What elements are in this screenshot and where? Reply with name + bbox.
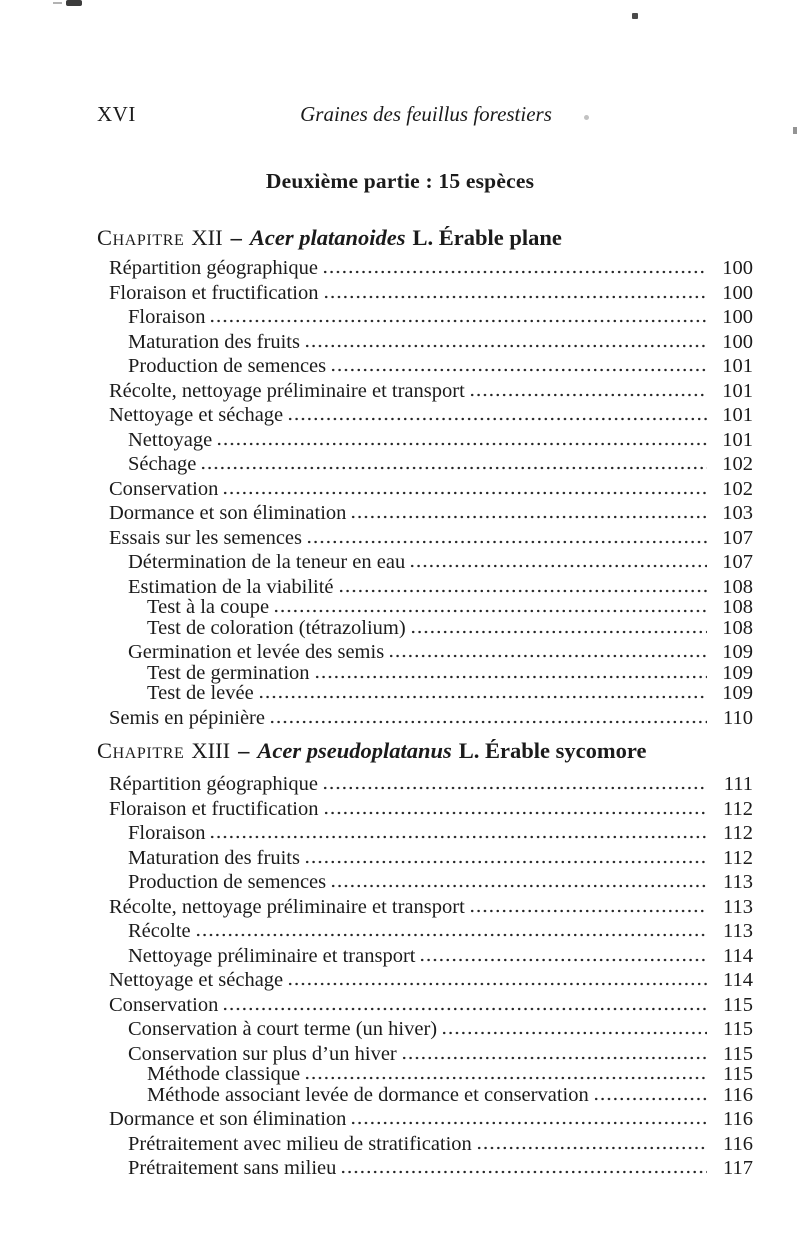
dot-leader [338, 589, 707, 593]
dot-leader [306, 540, 707, 544]
dot-leader [314, 675, 707, 679]
toc-entry [97, 706, 753, 731]
toc-entry [97, 428, 753, 453]
toc-entry-page-number: 103 [722, 502, 753, 524]
scan-speck [632, 13, 638, 19]
toc-entry-page-number: 100 [722, 281, 753, 304]
toc-entry-label: Test à la coupe [147, 596, 270, 618]
dot-leader [388, 654, 707, 658]
dot-leader [209, 835, 707, 839]
toc-entry-label: Floraison et fructification [109, 797, 319, 820]
scan-speck [66, 0, 82, 6]
chapter-entries [97, 772, 753, 1181]
toc-entry-label: Semis en pépinière [109, 706, 265, 729]
chapter-entries [97, 256, 753, 730]
toc-entry-label: Nettoyage et séchage [109, 404, 284, 426]
toc-entry-label: Conservation sur plus d’un hiver [128, 1042, 397, 1065]
dot-leader [401, 1056, 707, 1060]
toc-entry-label: Séchage [128, 453, 197, 475]
toc-entry [97, 895, 753, 920]
dot-leader [287, 417, 707, 421]
toc-entry [97, 1156, 753, 1181]
chapter-label: Chapitre [97, 738, 185, 763]
toc-entry-label: Test de germination [147, 661, 310, 684]
toc-entry-label: Nettoyage et séchage [109, 969, 284, 991]
toc-entry-label: Production de semences [128, 871, 327, 893]
toc-entry [97, 681, 753, 706]
page-header [0, 101, 800, 128]
toc-entry-label: Essais sur les semences [109, 526, 302, 549]
chapter-species-name: Acer pseudoplatanus [257, 738, 452, 763]
toc-entry-page-number: 110 [723, 706, 753, 729]
dot-leader [269, 720, 707, 724]
toc-entry-label: Récolte, nettoyage préliminaire et transport [109, 895, 465, 918]
chapter-common-name: L. Érable plane [412, 225, 562, 250]
toc-entry-label: Test de levée [147, 682, 254, 704]
toc-entry-label: Germination et levée des semis [128, 641, 385, 663]
chapter-dash: – [238, 738, 250, 763]
toc-entry-label: Conservation [109, 477, 219, 500]
part-title: Deuxième partie : 15 espèces [265, 169, 535, 193]
toc-entry-page-number: 116 [723, 1132, 753, 1155]
toc-entry-label: Détermination de la teneur en eau [128, 551, 406, 573]
toc-entry-label: Conservation [109, 993, 219, 1016]
toc-entry-page-number: 107 [722, 551, 753, 573]
dot-leader [322, 270, 707, 274]
toc-entry [97, 256, 753, 281]
toc-entry-label: Méthode classique [147, 1063, 301, 1085]
dot-leader [410, 630, 707, 634]
toc-entry-page-number: 111 [723, 773, 753, 795]
dot-leader [304, 344, 707, 348]
toc-entry-page-number: 116 [723, 1108, 753, 1130]
toc-entry-label: Répartition géographique [109, 773, 318, 795]
toc-entry-label: Nettoyage préliminaire et transport [128, 944, 416, 967]
toc-entry-label: Récolte [128, 920, 191, 942]
toc-entry-page-number: 109 [722, 682, 753, 704]
toc-entry-label: Conservation à court terme (un hiver) [128, 1018, 438, 1040]
dot-leader [195, 933, 707, 937]
dot-leader [304, 860, 707, 864]
dot-leader [222, 1007, 707, 1011]
toc-entry [97, 1083, 753, 1108]
toc-entry-page-number: 115 [723, 1018, 753, 1040]
toc-entry-page-number: 100 [722, 306, 753, 328]
running-title: Graines des feuillus forestiers [300, 102, 552, 126]
dot-leader [323, 295, 708, 299]
toc-entry [97, 1107, 753, 1132]
toc-entry-page-number: 116 [723, 1083, 753, 1106]
toc-entry [97, 501, 753, 526]
chapter-label: Chapitre [97, 225, 185, 250]
dot-leader [304, 1076, 707, 1080]
toc-entry-page-number: 114 [723, 944, 753, 967]
dot-leader [273, 609, 707, 613]
toc-entry-page-number: 117 [723, 1157, 753, 1179]
toc-entry-page-number: 101 [722, 404, 753, 426]
chapter-section [97, 737, 753, 1181]
toc-entry-label: Floraison [128, 306, 206, 328]
toc-entry-label: Prétraitement sans milieu [128, 1157, 337, 1179]
dot-leader [323, 811, 708, 815]
dot-leader [409, 564, 707, 568]
chapter-common-name: L. Érable sycomore [458, 738, 647, 763]
toc-entry-page-number: 101 [722, 355, 753, 377]
toc-entry-label: Floraison [128, 822, 206, 844]
toc-entry-label: Prétraitement avec milieu de stratification [128, 1132, 472, 1155]
toc-entry-label: Dormance et son élimination [109, 502, 347, 524]
toc-entry [97, 846, 753, 871]
dot-leader [419, 958, 707, 962]
toc-entry-page-number: 102 [722, 477, 753, 500]
toc-entry-page-number: 113 [723, 871, 753, 893]
dot-leader [322, 786, 707, 790]
toc-entry [97, 1132, 753, 1157]
dot-leader [469, 909, 707, 913]
toc-entry-label: Estimation de la viabilité [128, 575, 334, 598]
chapter-heading [97, 737, 753, 765]
toc-entry [97, 477, 753, 502]
toc-entry-page-number: 100 [722, 330, 753, 353]
toc-entry-page-number: 113 [723, 920, 753, 942]
folio-page-number: XVI [97, 102, 136, 126]
dot-leader [222, 491, 707, 495]
chapter-numeral: XIII [191, 738, 231, 763]
toc-entry [97, 1017, 753, 1042]
dot-leader [476, 1146, 707, 1150]
toc-entry-page-number: 115 [723, 1063, 753, 1085]
toc-entry-page-number: 108 [722, 616, 753, 639]
toc-entry [97, 616, 753, 641]
dot-leader [350, 515, 707, 519]
dot-leader [258, 695, 707, 699]
toc-entry [97, 550, 753, 575]
chapter-dash: – [230, 225, 242, 250]
toc-entry-label: Nettoyage [128, 428, 213, 451]
toc-entry [97, 526, 753, 551]
toc-entry-page-number: 109 [722, 641, 753, 663]
toc-entry [97, 772, 753, 797]
toc-entry [97, 403, 753, 428]
chapter-numeral: XII [191, 225, 223, 250]
toc-entry-page-number: 101 [722, 379, 753, 402]
toc-entry-label: Floraison et fructification [109, 281, 319, 304]
dot-leader [330, 368, 707, 372]
toc-entry [97, 821, 753, 846]
dot-leader [216, 442, 707, 446]
toc-entry-label: Maturation des fruits [128, 330, 300, 353]
scan-speck [793, 127, 797, 134]
chapter-heading [97, 224, 753, 252]
toc-entry-label: Production de semences [128, 355, 327, 377]
toc-entry-page-number: 101 [722, 428, 753, 451]
toc-entry-page-number: 115 [723, 1042, 753, 1065]
chapter-species-name: Acer platanoides [249, 225, 406, 250]
toc-entry [97, 870, 753, 895]
dot-leader [469, 393, 707, 397]
toc-entry-page-number: 114 [723, 969, 753, 991]
toc-entry-page-number: 102 [722, 453, 753, 475]
toc-entry-page-number: 109 [722, 661, 753, 684]
toc-entry [97, 968, 753, 993]
scan-speck [584, 115, 589, 120]
dot-leader [209, 319, 707, 323]
toc-entry [97, 797, 753, 822]
table-of-contents [97, 224, 753, 1181]
toc-entry [97, 452, 753, 477]
dot-leader [200, 466, 707, 470]
toc-entry-label: Récolte, nettoyage préliminaire et transport [109, 379, 465, 402]
toc-entry-label: Méthode associant levée de dormance et conservation [147, 1083, 589, 1106]
dot-leader [340, 1170, 707, 1174]
toc-entry-page-number: 108 [722, 596, 753, 618]
toc-entry [97, 944, 753, 969]
chapter-section [97, 224, 753, 730]
toc-entry-page-number: 115 [723, 993, 753, 1016]
dot-leader [350, 1121, 707, 1125]
toc-entry-label: Test de coloration (tétrazolium) [147, 616, 406, 639]
toc-entry [97, 330, 753, 355]
toc-entry [97, 354, 753, 379]
toc-entry-page-number: 113 [723, 895, 753, 918]
toc-entry [97, 281, 753, 306]
toc-entry-label: Dormance et son élimination [109, 1108, 347, 1130]
toc-entry [97, 993, 753, 1018]
dot-leader [287, 982, 707, 986]
toc-entry-page-number: 108 [722, 575, 753, 598]
toc-entry-page-number: 112 [723, 822, 753, 844]
toc-entry [97, 379, 753, 404]
toc-entry-page-number: 100 [722, 257, 753, 279]
toc-entry [97, 305, 753, 330]
dot-leader [593, 1097, 707, 1101]
toc-entry [97, 919, 753, 944]
dot-leader [330, 884, 707, 888]
dot-leader [441, 1031, 707, 1035]
toc-entry-label: Répartition géographique [109, 257, 318, 279]
toc-entry-page-number: 112 [723, 797, 753, 820]
scan-speck [53, 2, 62, 4]
toc-entry-label: Maturation des fruits [128, 846, 300, 869]
toc-entry-page-number: 107 [722, 526, 753, 549]
toc-entry-page-number: 112 [723, 846, 753, 869]
